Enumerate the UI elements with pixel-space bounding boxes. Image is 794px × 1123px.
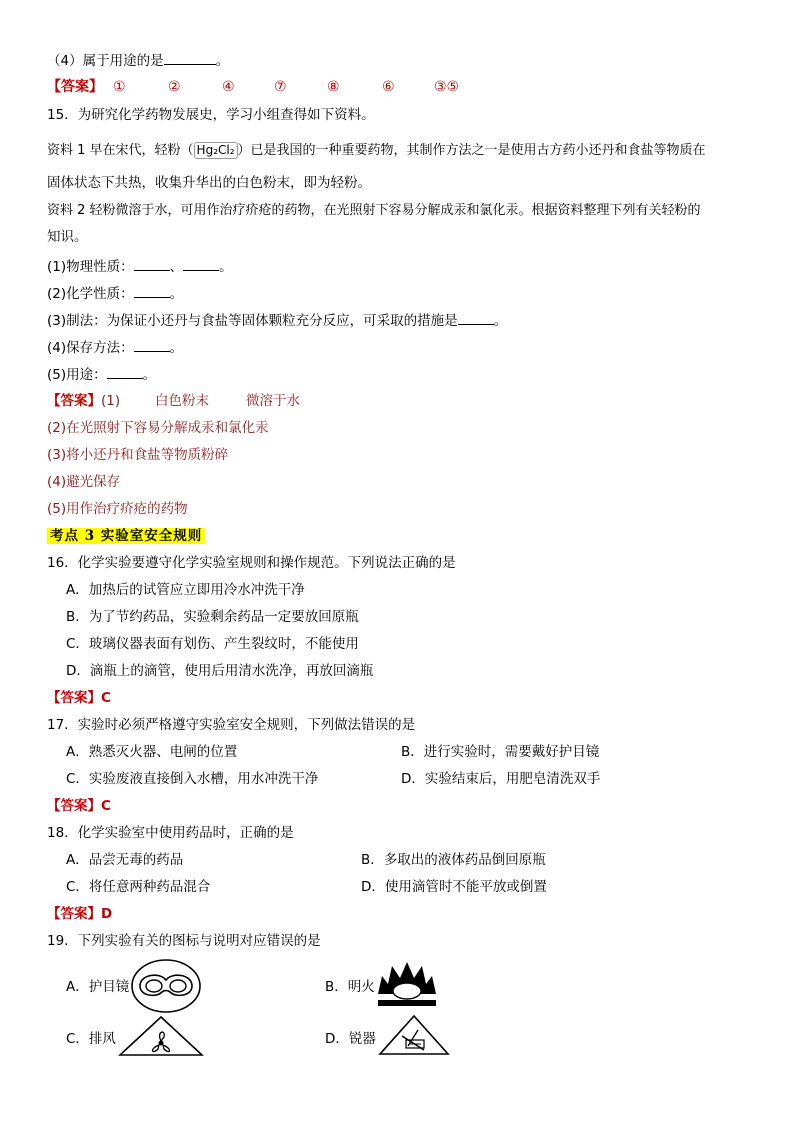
q15-material1-line2: 固体状态下共热，收集升华出的白色粉末，即为轻粉。 <box>47 175 371 191</box>
q16-answer: 【答案】C <box>47 690 111 706</box>
answer-item: ① <box>113 79 126 95</box>
answer-blank <box>183 258 219 271</box>
q14-part4: （4）属于用途的是 。 <box>47 53 230 69</box>
q16-option-b: B．为了节约药品，实验剩余药品一定要放回原瓶 <box>66 609 359 625</box>
q16-option-d: D．滴瓶上的滴管，使用后用清水洗净，再放回滴瓶 <box>66 663 374 679</box>
q15-part4: (4)保存方法： 。 <box>47 340 184 356</box>
answer-blank <box>134 339 170 352</box>
answer-blank <box>107 366 143 379</box>
q19-option-a: A．护目镜 <box>66 979 130 995</box>
answer-tag: 【答案】 <box>47 79 103 95</box>
q19-option-c: C．排风 <box>66 1031 116 1047</box>
open-flame-icon <box>374 960 440 1008</box>
q15-answer-5: (5)用作治疗疥疮的药物 <box>47 501 188 517</box>
q19-stem: 19．下列实验有关的图标与说明对应错误的是 <box>47 933 321 949</box>
answer-blank <box>134 258 170 271</box>
q15-material1-line1: 资料 1 早在宋代，轻粉（ Hg₂Cl₂ ）已是我国的一种重要药物，其制作方法之一是使用古方药小还丹和食盐等物质在 <box>47 143 706 158</box>
q15-answer-3: (3)将小还丹和食盐等物质粉碎 <box>47 447 229 463</box>
answer-blank <box>164 52 216 65</box>
answer-blank <box>458 312 494 325</box>
q16-option-c: C．玻璃仪器表面有划伤、产生裂纹时，不能使用 <box>66 636 359 652</box>
answer-blank <box>134 285 170 298</box>
q14-answer <box>47 79 460 97</box>
q17-answer: 【答案】C <box>47 798 111 814</box>
q19-option-b: B．明火 <box>325 979 375 995</box>
q17-option-b: B．进行实验时，需要戴好护目镜 <box>401 744 600 760</box>
sharp-objects-icon <box>378 1014 450 1056</box>
q15-part1: (1)物理性质： 、 。 <box>47 259 233 275</box>
q17-stem: 17．实验时必须严格遵守实验室安全规则，下列做法错误的是 <box>47 717 416 733</box>
q19-option-d: D．锐器 <box>325 1031 376 1047</box>
q18-answer: 【答案】D <box>47 906 113 922</box>
q15-part3: (3)制法：为保证小还丹与食盐等固体颗粒充分反应，可采取的措施是 。 <box>47 313 508 329</box>
q15-material2-line1: 资料 2 轻粉微溶于水，可用作治疗疥疮的药物，在光照射下容易分解成汞和氯化汞。根据资料整理下列有关轻粉的 <box>47 203 701 218</box>
q18-option-d: D．使用滴管时不能平放或倒置 <box>361 879 547 895</box>
answer-item: ⑥ <box>382 79 395 95</box>
answer-item: ⑦ <box>274 79 287 95</box>
q16-stem: 16．化学实验要遵守化学实验室规则和操作规范。下列说法正确的是 <box>47 555 456 571</box>
q17-option-a: A．熟悉灭火器、电闸的位置 <box>66 744 238 760</box>
q17-option-d: D．实验结束后，用肥皂清洗双手 <box>401 771 601 787</box>
q18-option-a: A．品尝无毒的药品 <box>66 852 184 868</box>
q15-part5: (5)用途： 。 <box>47 367 157 383</box>
goggles-icon <box>130 958 202 1014</box>
formula-hg2cl2: Hg₂Cl₂ <box>194 142 238 159</box>
q15-material2-line2: 知识。 <box>47 229 88 245</box>
q15-stem: 15．为研究化学药物发展史，学习小组查得如下资料。 <box>47 107 375 123</box>
q15-answer-2: (2)在光照射下容易分解成汞和氯化汞 <box>47 420 269 436</box>
ventilation-fan-icon <box>118 1015 204 1057</box>
q18-option-b: B．多取出的液体药品倒回原瓶 <box>361 852 546 868</box>
q15-answer-1: 【答案】(1) 白色粉末 微溶于水 <box>47 393 300 409</box>
answer-item: ③⑤ <box>434 79 460 95</box>
q15-answer-4: (4)避光保存 <box>47 474 121 490</box>
section-heading: 考点 3 实验室安全规则 <box>47 528 205 545</box>
q15-part2: (2)化学性质： 。 <box>47 286 184 302</box>
q18-stem: 18．化学实验室中使用药品时，正确的是 <box>47 825 294 841</box>
answer-tag: 【答案】 <box>47 393 101 409</box>
q16-option-a: A．加热后的试管应立即用冷水冲洗干净 <box>66 582 305 598</box>
q18-option-c: C．将任意两种药品混合 <box>66 879 211 895</box>
answer-item: ⑧ <box>327 79 340 95</box>
q17-option-c: C．实验废液直接倒入水槽，用水冲洗干净 <box>66 771 319 787</box>
answer-item: ② <box>168 79 181 95</box>
answer-item: ④ <box>222 79 235 95</box>
